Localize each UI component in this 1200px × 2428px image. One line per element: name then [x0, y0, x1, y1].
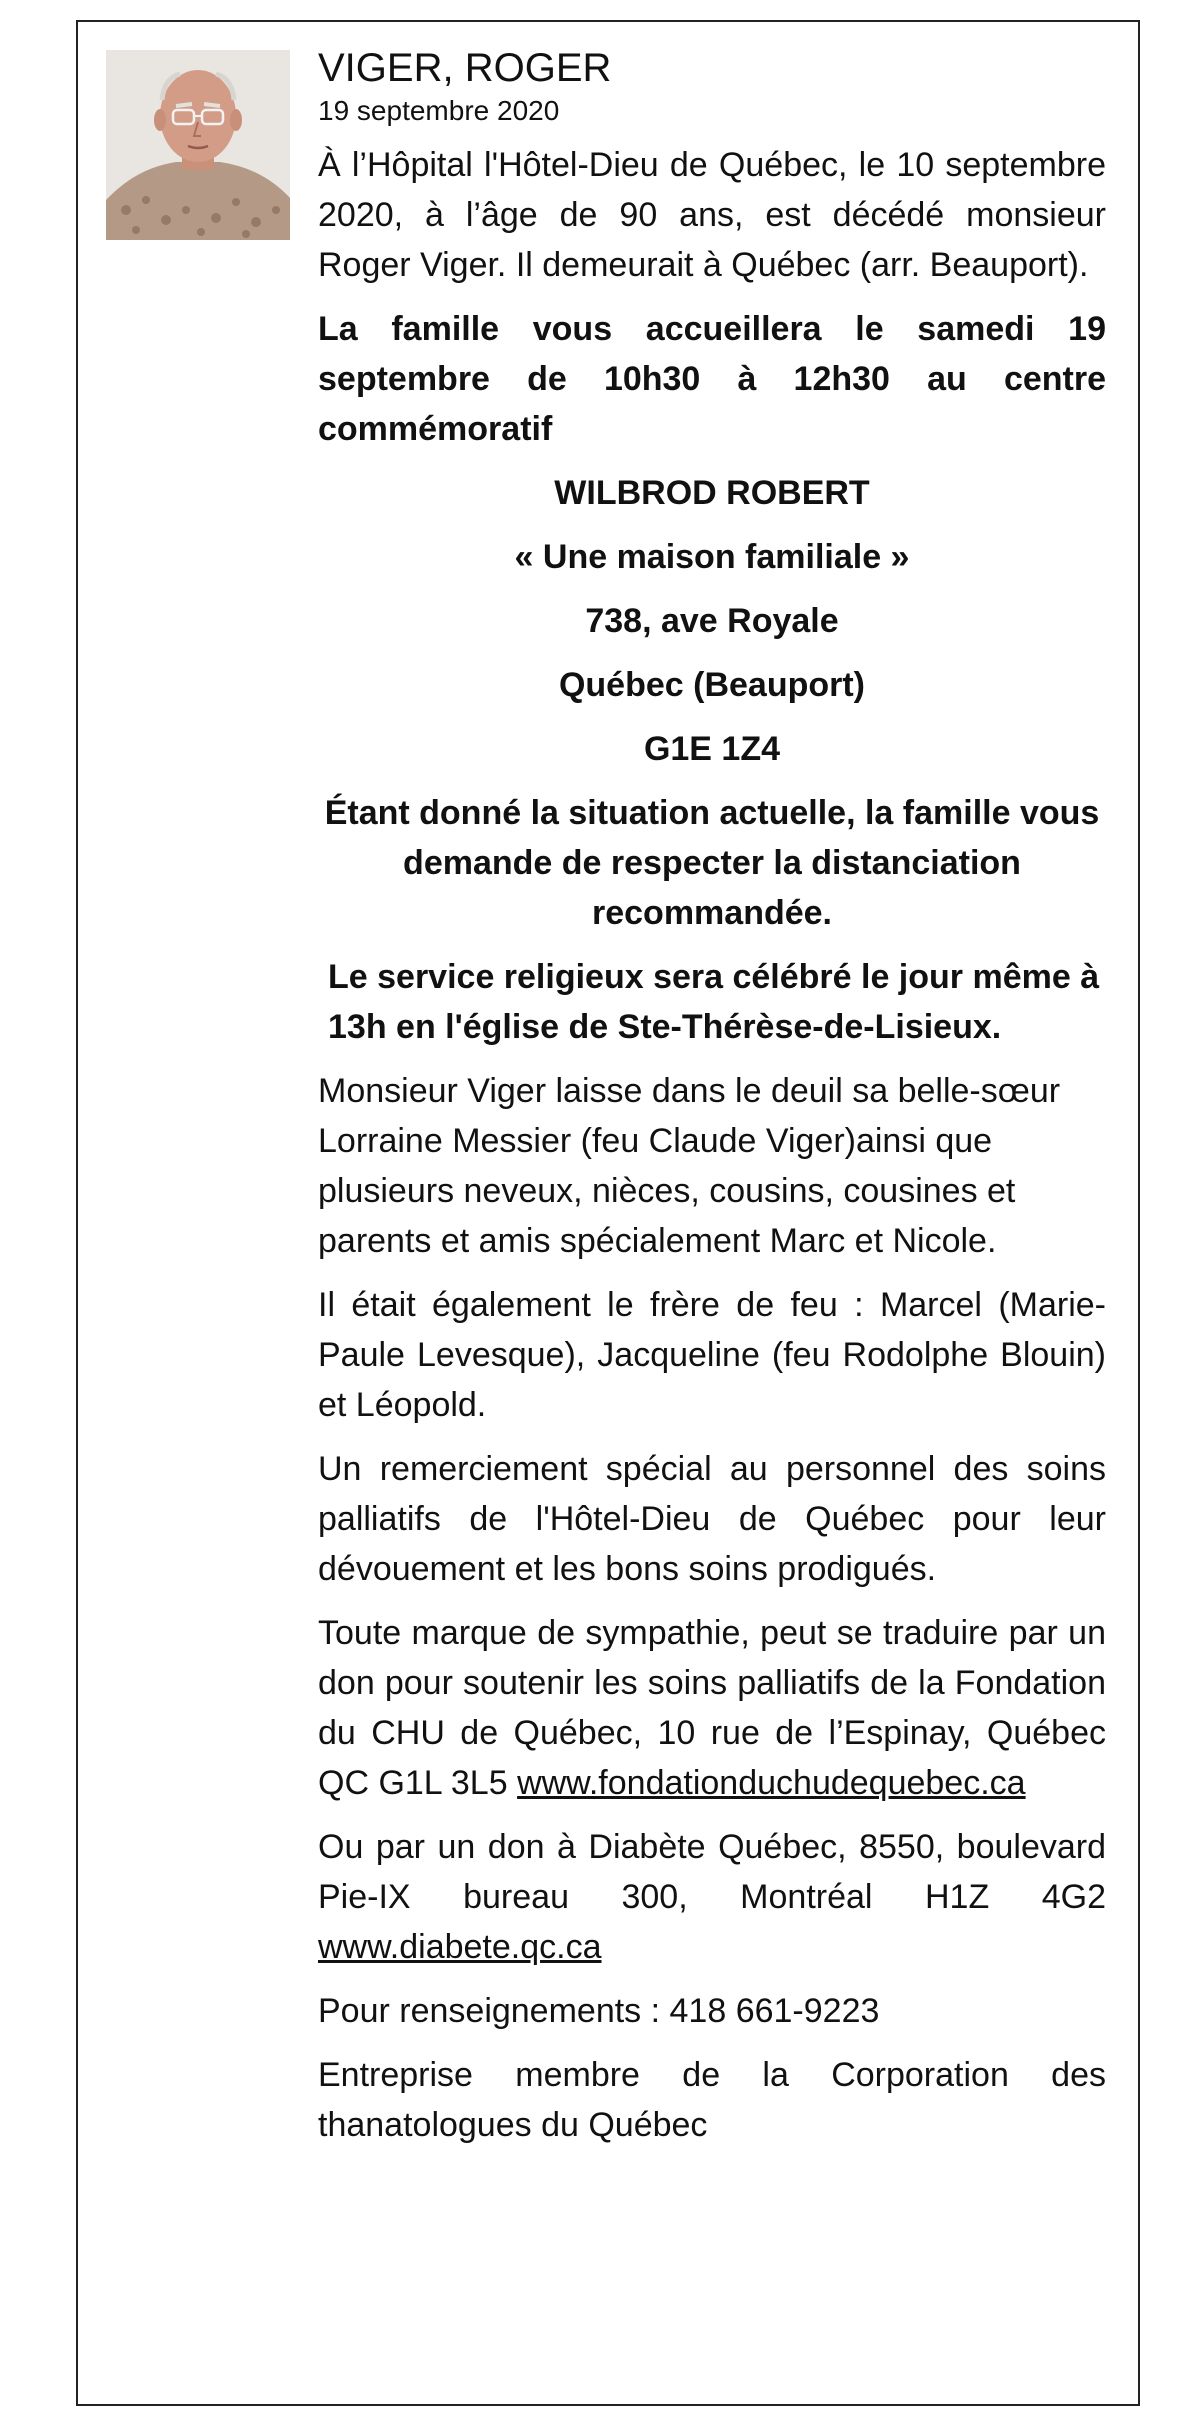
portrait-photo — [106, 50, 290, 240]
thanks-paragraph: Un remerciement spécial au personnel des soins palliatifs de l'Hôtel-Dieu de Québec pour leur dévouement et les bons soins prodigués. — [318, 1450, 1106, 1588]
corporation-membership: Entreprise membre de la Corporation des thanatologues du Québec — [318, 2056, 1106, 2144]
funeral-home-slogan: « Une maison familiale » — [514, 538, 910, 576]
funeral-home-street: 738, ave Royale — [585, 602, 839, 640]
survivors-paragraph: Monsieur Viger laisse dans le deuil sa belle-sœur Lorraine Messier (feu Claude Viger)ainsi que plusieurs neveux, nièces, cousins, cousines et parents et amis spécialement Marc et Nicole. — [318, 1072, 1061, 1260]
deceased-name: VIGER, ROGER — [318, 46, 612, 90]
funeral-home-name: WILBROD ROBERT — [554, 474, 870, 512]
funeral-home-postal: G1E 1Z4 — [643, 730, 781, 768]
obituary-content — [318, 42, 1106, 2164]
distancing-notice: Étant donné la situation actuelle, la famille vous demande de respecter la distanciation recommandée. — [324, 794, 1100, 932]
siblings-paragraph: Il était également le frère de feu : Marcel (Marie-Paule Levesque), Jacqueline (feu Rodolphe Blouin) et Léopold. — [318, 1286, 1106, 1424]
donation-1-text: Toute marque de sympathie, peut se traduire par un don pour soutenir les soins palliatifs de la Fondation du CHU de Québec, 10 rue de l’Espinay, Québec QC G1L 3L5 — [318, 1614, 1106, 1802]
portrait-image — [106, 50, 290, 240]
donation-paragraph-2 — [318, 1822, 1106, 1972]
diabete-quebec-link[interactable]: www.diabete.qc.ca — [318, 1928, 602, 1966]
intro-paragraph: À l’Hôpital l'Hôtel-Dieu de Québec, le 10 septembre 2020, à l’âge de 90 ans, est décédé monsieur Roger Viger. Il demeurait à Québec (arr. Beauport). — [318, 146, 1106, 284]
service-paragraph: Le service religieux sera célébré le jour même à 13h en l'église de Ste-Thérèse-de-Lisieux. — [328, 958, 1100, 1046]
donation-2-text: Ou par un don à Diabète Québec, 8550, boulevard Pie-IX bureau 300, Montréal H1Z 4G2 — [318, 1828, 1106, 1916]
obituary-frame — [76, 20, 1140, 2406]
funeral-home-city: Québec (Beauport) — [558, 666, 866, 704]
publication-date: 19 septembre 2020 — [318, 95, 560, 126]
visitation-paragraph: La famille vous accueillera le samedi 19 septembre de 10h30 à 12h30 au centre commémoratif — [318, 310, 1106, 448]
info-phone: Pour renseignements : 418 661-9223 — [318, 1992, 880, 2030]
donation-paragraph-1 — [318, 1608, 1106, 1808]
fondation-chu-link[interactable]: www.fondationduchudequebec.ca — [517, 1764, 1026, 1802]
